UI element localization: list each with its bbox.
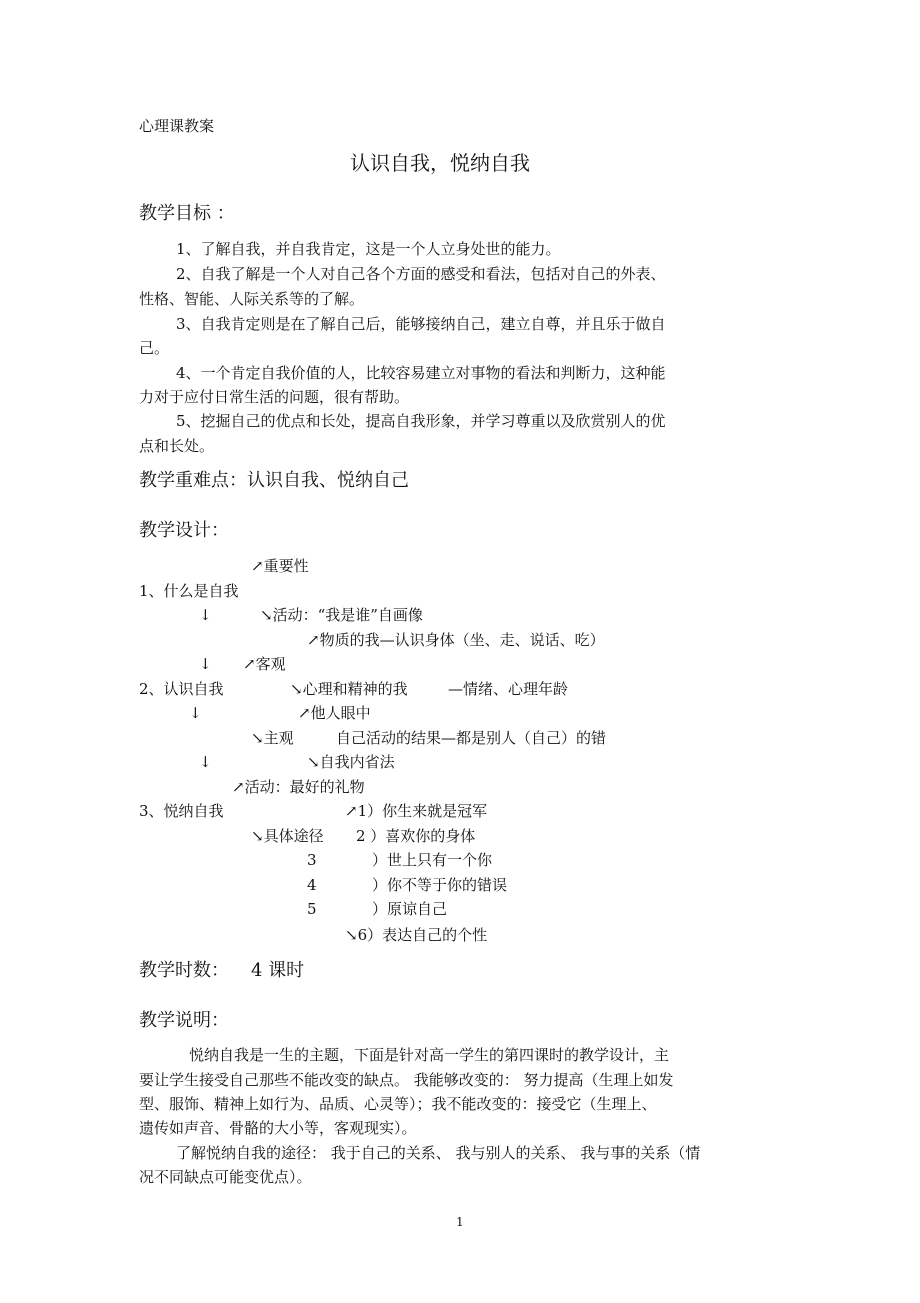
objective-line: 4、一个肯定自我价值的人，比较容易建立对事物的看法和判断力，这种能 (176, 364, 666, 382)
design-line: 5 (307, 900, 317, 918)
explanation-heading: 教学说明： (139, 1010, 229, 1031)
explanation-line: 型、服饰、精神上如行为、品质、心灵等）；我不能改变的：接受它（生理上、 (139, 1095, 657, 1113)
design-line: ↘活动：“我是谁”自画像 (260, 606, 423, 624)
objective-line: 3、自我肯定则是在了解自己后，能够接纳自己，建立自尊，并且乐于做自 (176, 315, 666, 333)
design-line: 2 ）喜欢你的身体 (356, 827, 476, 845)
design-line: ↗活动：最好的礼物 (232, 778, 365, 796)
design-arrow-down: ↓ (199, 753, 212, 771)
objective-line: 5、挖掘自己的优点和长处，提高自我形象，并学习尊重以及欣赏别人的优 (176, 412, 666, 430)
design-line: 2、认识自我 (139, 680, 224, 698)
design-heading: 教学设计： (139, 520, 229, 541)
explanation-line: 要让学生接受自己那些不能改变的缺点。 我能够改变的： 努力提高（生理上如发 (139, 1071, 674, 1089)
design-line: 4 (307, 876, 317, 894)
design-line: ↘主观 (251, 729, 294, 747)
objective-line: 点和长处。 (139, 437, 215, 455)
design-line: ↘心理和精神的我 (290, 680, 408, 698)
design-arrow-down: ↓ (199, 606, 212, 624)
objective-line: 己。 (139, 339, 170, 357)
objective-line: 1、了解自我，并自我肯定，这是一个人立身处世的能力。 (176, 240, 561, 258)
design-line: ↗1）你生来就是冠军 (345, 802, 488, 820)
design-line: ↗他人眼中 (298, 704, 371, 722)
design-line: ）原谅自己 (372, 900, 448, 918)
hours-label: 教学时数： (139, 960, 229, 981)
design-line: ↘具体途径 (251, 827, 324, 845)
explanation-line: 况不同缺点可能变优点）。 (139, 1168, 312, 1186)
design-line: ↘自我内省法 (307, 753, 395, 771)
objective-line: 性格、智能、人际关系等的了解。 (139, 290, 365, 308)
design-arrow-down: ↓ (199, 655, 212, 673)
explanation-line: 遗传如声音、骨骼的大小等，客观现实）。 (139, 1119, 417, 1137)
design-line: ↗物质的我—认识身体（坐、走、说话、吃） (307, 631, 605, 649)
doc-header-label: 心理课教案 (139, 117, 215, 135)
explanation-line: 了解悦纳自我的途径： 我于自己的关系、 我与别人的关系、 我与事的关系（情 (176, 1144, 701, 1162)
objective-line: 力对于应付日常生活的问题，很有帮助。 (139, 388, 410, 406)
design-line: 自己活动的结果—都是别人（自己）的错 (336, 729, 607, 747)
explanation-line: 悦纳自我是一生的主题，下面是针对高一学生的第四课时的教学设计，主 (189, 1046, 670, 1064)
design-line: ↗客观 (243, 655, 286, 673)
design-arrow-down: ↓ (189, 704, 202, 722)
design-line: ）世上只有一个你 (372, 851, 493, 869)
doc-title: 认识自我，悦纳自我 (350, 151, 530, 175)
design-line: ）你不等于你的错误 (372, 876, 508, 894)
key-points-heading: 教学重难点：认识自我、悦纳自己 (139, 470, 409, 491)
objective-line: 2、自我了解是一个人对自己各个方面的感受和看法，包括对自己的外表、 (176, 265, 666, 283)
design-line: 3、悦纳自我 (139, 802, 224, 820)
design-line: ↘6）表达自己的个性 (345, 926, 488, 944)
hours-value: 4 课时 (251, 960, 305, 981)
design-line: 3 (307, 851, 317, 869)
design-line: —情绪、心理年龄 (448, 680, 569, 698)
page-number: 1 (456, 1215, 464, 1229)
objectives-heading: 教学目标 ： (139, 203, 235, 224)
design-line: ↗重要性 (251, 557, 309, 575)
design-line: 1、什么是自我 (139, 582, 239, 600)
